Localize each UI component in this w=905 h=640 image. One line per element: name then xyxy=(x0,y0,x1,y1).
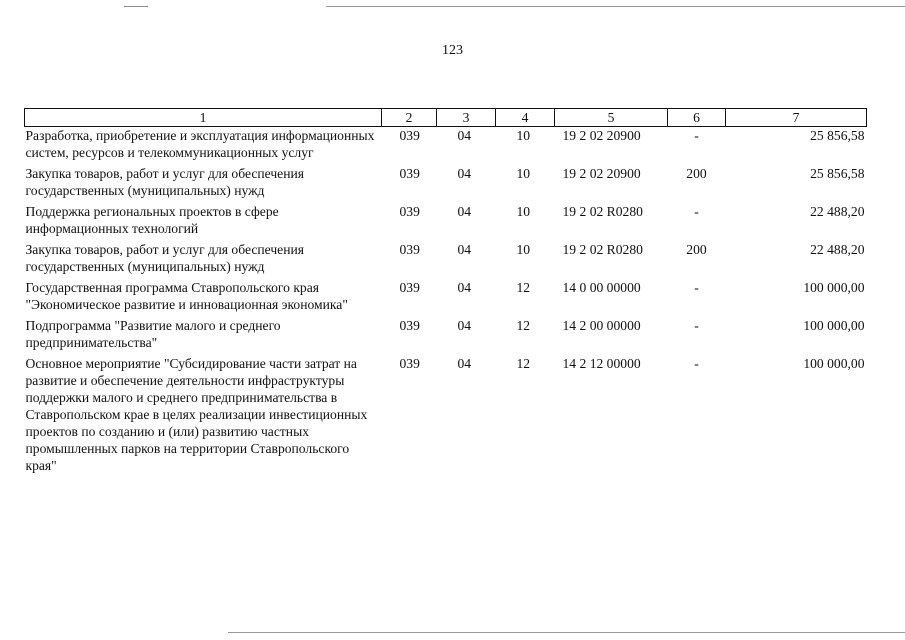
row-code-ministry: 039 xyxy=(399,318,420,333)
row-amount: 100 000,00 xyxy=(803,280,865,295)
row-code-ministry: 039 xyxy=(399,280,420,295)
row-code-ministry: 039 xyxy=(399,242,420,257)
row-amount: 25 856,58 xyxy=(810,128,865,143)
row-subsection: 12 xyxy=(516,280,531,295)
header-col-5: 5 xyxy=(555,109,668,127)
table-row xyxy=(25,127,867,166)
row-subsection: 12 xyxy=(516,318,531,333)
row-subsection: 10 xyxy=(516,242,531,257)
header-col-6: 6 xyxy=(668,109,726,127)
row-expense-type: - xyxy=(694,128,699,143)
row-subsection: 10 xyxy=(516,128,531,143)
header-col-4: 4 xyxy=(496,109,555,127)
table-row xyxy=(25,355,867,478)
row-subsection: 10 xyxy=(516,204,531,219)
row-amount: 25 856,58 xyxy=(810,166,865,181)
row-name: Закупка товаров, работ и услуг для обеспечения государственных (муниципальных) нужд xyxy=(25,242,304,274)
row-expense-type: - xyxy=(694,356,699,371)
row-expense-type: - xyxy=(694,204,699,219)
row-expense-type: - xyxy=(694,280,699,295)
page-number: 123 xyxy=(442,43,463,58)
row-expense-type: 200 xyxy=(686,166,707,181)
header-col-1: 1 xyxy=(25,109,382,127)
row-section: 04 xyxy=(457,204,472,219)
row-name: Основное мероприятие "Субсидирование части затрат на развитие и обеспечение деятельности инфраструктуры поддержки малого и среднего предпринимательства в Ставропольском крае в целях реализации инвестиционных проектов по созданию и (или) развитию частных промышленных парков на территории Ставропольского края" xyxy=(25,356,368,473)
row-code-ministry: 039 xyxy=(399,204,420,219)
row-name: Подпрограмма "Развитие малого и среднего предпринимательства" xyxy=(25,318,281,350)
table-row xyxy=(25,241,867,279)
row-subsection: 10 xyxy=(516,166,531,181)
row-target-article: 19 2 02 R0280 xyxy=(562,242,643,257)
table-row xyxy=(25,279,867,317)
scan-artifact-top-right xyxy=(326,6,905,7)
header-col-3: 3 xyxy=(437,109,496,127)
row-name: Разработка, приобретение и эксплуатация информационных систем, ресурсов и телекоммуникационных услуг xyxy=(25,128,375,160)
row-target-article: 14 2 12 00000 xyxy=(562,356,641,371)
row-expense-type: 200 xyxy=(686,242,707,257)
row-target-article: 14 0 00 00000 xyxy=(562,280,641,295)
row-code-ministry: 039 xyxy=(399,166,420,181)
row-name: Поддержка региональных проектов в сфере информационных технологий xyxy=(25,204,279,236)
table-row xyxy=(25,203,867,241)
row-amount: 22 488,20 xyxy=(810,204,865,219)
scan-artifact-top-left xyxy=(124,6,148,7)
header-col-2: 2 xyxy=(382,109,437,127)
row-expense-type: - xyxy=(694,318,699,333)
row-name: Государственная программа Ставропольского края "Экономическое развитие и инновационная экономика" xyxy=(25,280,348,312)
row-name: Закупка товаров, работ и услуг для обеспечения государственных (муниципальных) нужд xyxy=(25,166,304,198)
scan-artifact-bottom xyxy=(228,632,905,633)
row-target-article: 19 2 02 20900 xyxy=(562,128,641,143)
row-section: 04 xyxy=(457,318,472,333)
row-code-ministry: 039 xyxy=(399,356,420,371)
row-amount: 22 488,20 xyxy=(810,242,865,257)
header-col-7: 7 xyxy=(726,109,867,127)
row-subsection: 12 xyxy=(516,356,531,371)
table-header-row xyxy=(25,109,867,127)
row-code-ministry: 039 xyxy=(399,128,420,143)
row-section: 04 xyxy=(457,166,472,181)
table-row xyxy=(25,165,867,203)
row-section: 04 xyxy=(457,242,472,257)
row-section: 04 xyxy=(457,280,472,295)
row-section: 04 xyxy=(457,356,472,371)
row-target-article: 14 2 00 00000 xyxy=(562,318,641,333)
row-amount: 100 000,00 xyxy=(803,318,865,333)
budget-table xyxy=(24,108,867,478)
row-section: 04 xyxy=(457,128,472,143)
table-row xyxy=(25,317,867,355)
row-amount: 100 000,00 xyxy=(803,356,865,371)
row-target-article: 19 2 02 20900 xyxy=(562,166,641,181)
row-target-article: 19 2 02 R0280 xyxy=(562,204,643,219)
